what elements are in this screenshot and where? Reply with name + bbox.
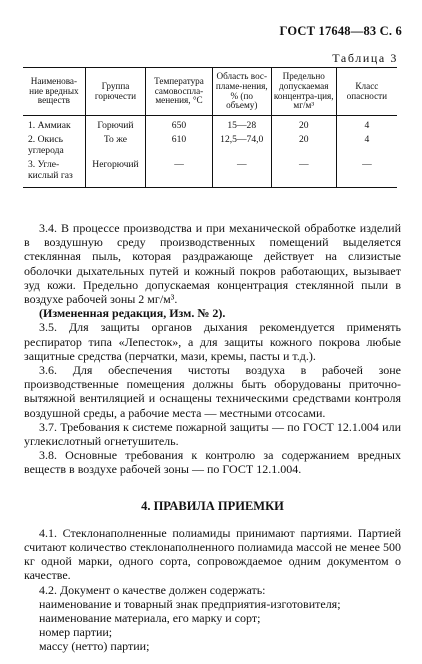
column-header-ignition-temp: Температура самовоспла-менения, °С bbox=[146, 68, 213, 116]
table-cell: 2. Окись углерода bbox=[28, 134, 64, 156]
table-cell: Горючий bbox=[85, 116, 145, 135]
column-header-ignition-range: Область вос-пламе-нения, % (по объему) bbox=[212, 68, 271, 116]
table-row bbox=[23, 116, 397, 135]
section-title: 4. ПРАВИЛА ПРИЕМКИ bbox=[141, 498, 284, 513]
table-cell: — bbox=[336, 159, 397, 188]
table-cell: 20 bbox=[271, 134, 336, 159]
table-cell: 20 bbox=[271, 116, 336, 135]
table-row bbox=[23, 159, 397, 188]
column-header-substance: Наименова-ние вредных веществ bbox=[23, 68, 85, 116]
table-cell: 15—28 bbox=[212, 116, 271, 135]
table-cell: — bbox=[271, 159, 336, 188]
paragraph-4-2: 4.2. Документ о качестве должен содержать: bbox=[39, 582, 266, 597]
list-item: массу (нетто) партии; bbox=[39, 639, 150, 654]
page-header: ГОСТ 17648—83 С. 6 bbox=[279, 24, 402, 38]
table-row bbox=[23, 134, 397, 159]
document-body bbox=[24, 221, 401, 654]
table-cell: 4 bbox=[336, 116, 397, 135]
paragraph-3-8: 3.8. Основные требования к контролю за содержанием вредных веществ в воздухе рабочей зоны — по ГОСТ 12.1.004. bbox=[24, 448, 401, 477]
table-cell: 12,5—74,0 bbox=[212, 134, 271, 159]
table-cell: 650 bbox=[146, 116, 213, 135]
paragraph-4-1: 4.1. Стеклонаполненные полиамиды принимают партиями. Партией считают количество стеклонаполненного полиамида массой не менее 500 кг одной марки, одного сорта, сопровождаемое одним документом о качестве. bbox=[24, 525, 401, 583]
paragraph-3-6: 3.6. Для обеспечения чистоты воздуха в рабочей зоне производственные помещения должны быть оборудованы приточно-вытяжной вентиляцией и оснащены техническими средствами контроля воздушной среды, а рабочие места — местными отсосами. bbox=[24, 363, 401, 420]
table-cell: 3. Угле-кислый газ bbox=[23, 159, 85, 188]
table-cell: 1. Аммиак bbox=[28, 120, 71, 132]
column-header-flammability: Группа горючести bbox=[85, 68, 145, 116]
column-header-max-concentration: Предельно допускаемая концентра-ция, мг/м³ bbox=[271, 68, 336, 116]
list-item: номер партии; bbox=[39, 625, 113, 640]
table-header-row bbox=[23, 68, 397, 116]
table-cell: 4 bbox=[336, 134, 397, 159]
table-cell: — bbox=[146, 159, 213, 188]
table-cell: Негорючий bbox=[85, 159, 145, 188]
column-header-hazard-class: Класс опасности bbox=[336, 68, 397, 116]
table-cell: — bbox=[212, 159, 271, 188]
paragraph-3-7: 3.7. Требования к системе пожарной защиты — по ГОСТ 12.1.004 или углекислотный огнетушитель. bbox=[24, 419, 401, 449]
table-cell: 610 bbox=[146, 134, 213, 159]
edit-note: (Измененная редакция, Изм. № 2). bbox=[39, 306, 226, 321]
paragraph-3-5: 3.5. Для защиты органов дыхания рекомендуется применять респиратор типа «Лепесток», а для защиты кожного покрова любые защитные средства (перчатки, мази, кремы, пасты и т.д.). bbox=[24, 320, 401, 363]
table-cell: То же bbox=[85, 134, 145, 159]
list-item: наименование и товарный знак предприятия-изготовителя; bbox=[39, 596, 341, 611]
table-caption: Таблица 3 bbox=[332, 51, 398, 65]
paragraph-3-4: 3.4. В процессе производства и при механической обработке изделий в воздушную среду производственных помещений выделяется стеклянная пыль, которая раздражающе действует на слизистые оболочки дыхательных путей и кожный покров работающих, вызывает зуд кожи. Предельно допускаемая концентрация стеклянной пыли в воздухе рабочей зоны 2 мг/м³. bbox=[24, 221, 401, 307]
list-item: наименование материала, его марку и сорт; bbox=[39, 611, 261, 626]
hazard-substances-table bbox=[23, 67, 397, 188]
